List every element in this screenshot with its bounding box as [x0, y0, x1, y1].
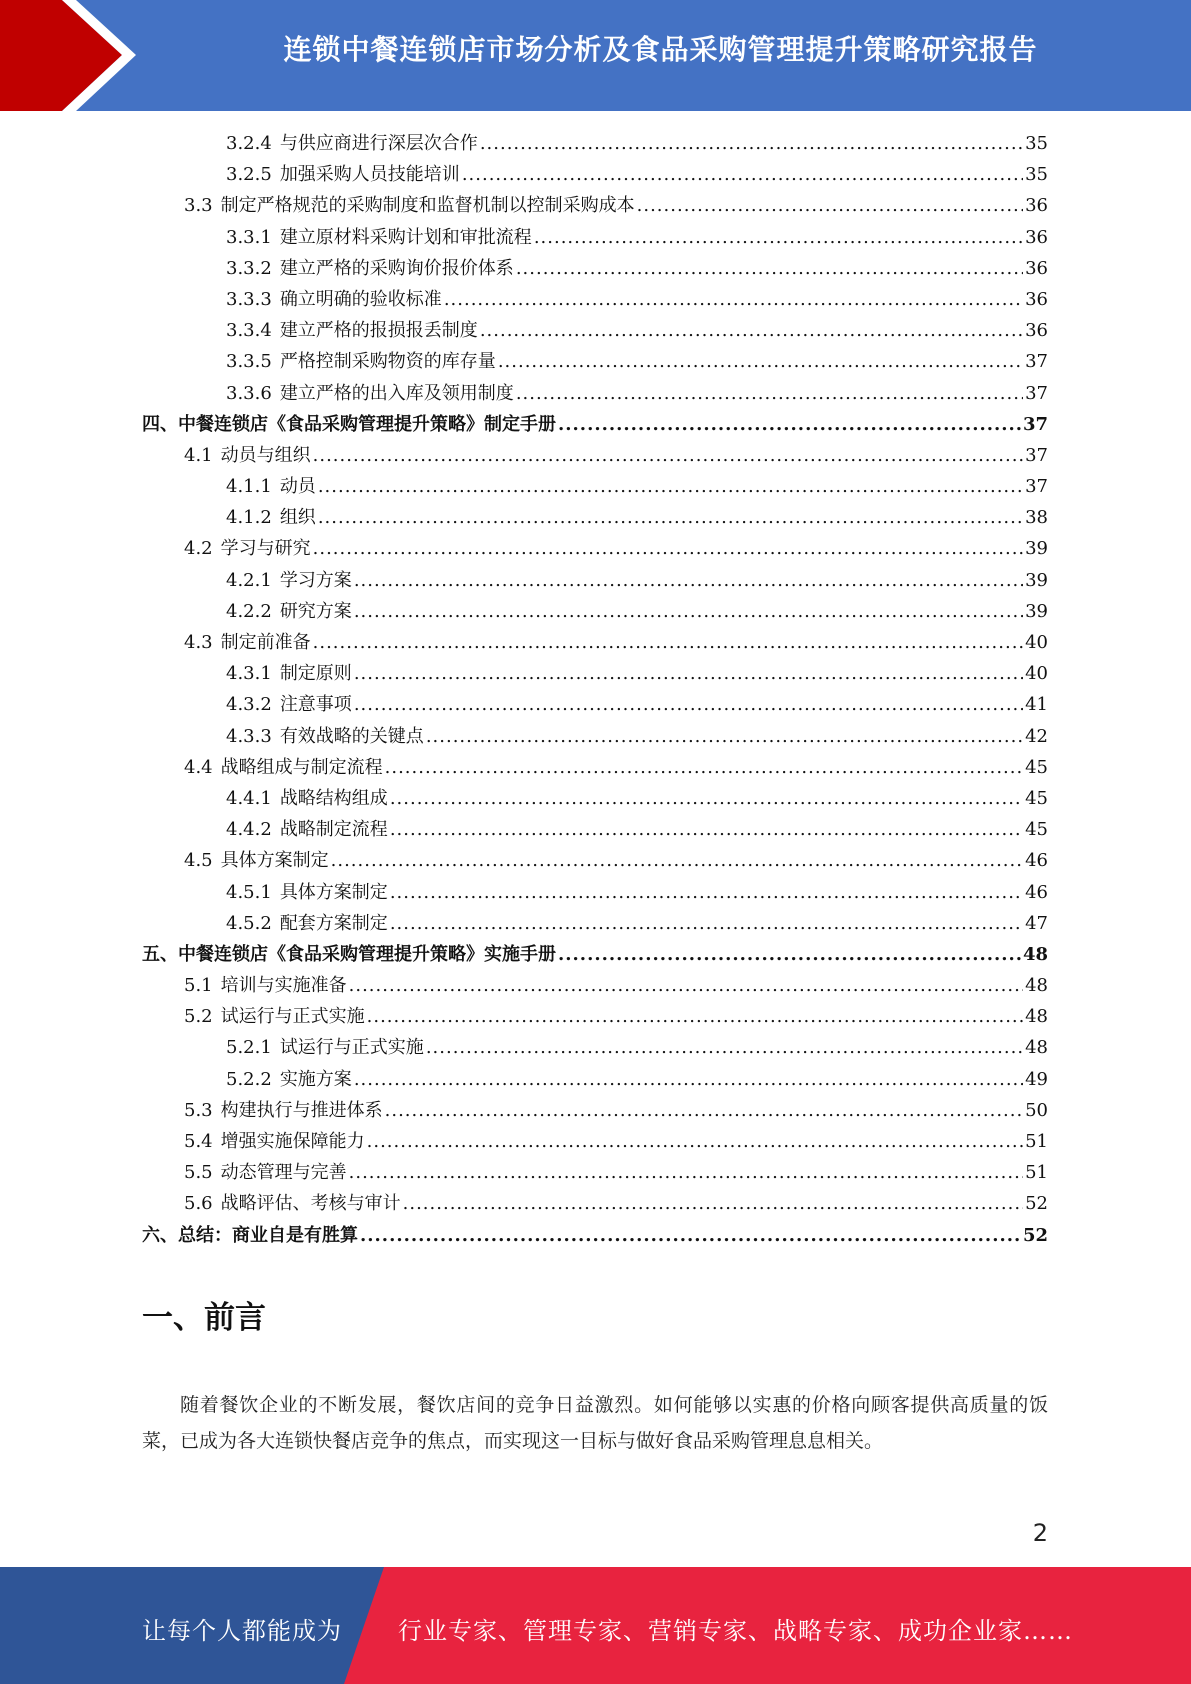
- toc-entry[interactable]: [142, 409, 1048, 440]
- toc-entry[interactable]: [142, 689, 1048, 720]
- toc-entry-label: 动态管理与完善: [220, 1162, 347, 1184]
- toc-entry-page: 36: [1025, 226, 1048, 248]
- toc-entry-number: 3.3: [184, 195, 213, 217]
- toc-entry-page: 50: [1025, 1099, 1048, 1121]
- toc-dot-leader: [390, 908, 1023, 939]
- toc-entry-page: 36: [1025, 195, 1048, 217]
- toc-entry[interactable]: [142, 128, 1048, 159]
- toc-entry-label: 建立严格的报损报丢制度: [279, 320, 478, 342]
- toc-entry-label: 试运行与正式实施: [220, 1006, 365, 1028]
- toc-dot-leader: [360, 1220, 1021, 1251]
- toc-entry[interactable]: [142, 1157, 1048, 1188]
- toc-entry-number: 4.3.3: [226, 725, 272, 747]
- footer-slogan: 让每个人都能成为: [142, 1617, 342, 1645]
- section-heading: 一、前言: [142, 1300, 266, 1336]
- toc-entry-label: 培训与实施准备: [220, 975, 347, 997]
- toc-dot-leader: [354, 565, 1023, 596]
- toc-dot-leader: [558, 409, 1021, 440]
- toc-dot-leader: [349, 1157, 1023, 1188]
- toc-entry[interactable]: [142, 222, 1048, 253]
- toc-entry-label: 注意事项: [279, 694, 352, 716]
- toc-entry-label: 四、中餐连锁店《食品采购管理提升策略》制定手册: [142, 413, 556, 435]
- toc-entry[interactable]: [142, 783, 1048, 814]
- toc-dot-leader: [444, 284, 1023, 315]
- toc-dot-leader: [516, 378, 1023, 409]
- toc-entry-page: 35: [1025, 133, 1048, 154]
- toc-entry[interactable]: [142, 1064, 1048, 1095]
- toc-entry-number: 5.5: [184, 1162, 213, 1184]
- toc-dot-leader: [426, 721, 1023, 752]
- toc-dot-leader: [637, 190, 1023, 221]
- toc-dot-leader: [354, 596, 1023, 627]
- toc-entry[interactable]: [142, 970, 1048, 1001]
- toc-entry-label: 建立原材料采购计划和审批流程: [279, 226, 532, 248]
- toc-entry-label: 五、中餐连锁店《食品采购管理提升策略》实施手册: [142, 943, 556, 965]
- toc-entry-page: 37: [1025, 476, 1048, 498]
- toc-entry-page: 52: [1025, 1193, 1048, 1215]
- toc-entry-page: 37: [1022, 413, 1048, 435]
- toc-entry-page: 45: [1025, 756, 1048, 778]
- toc-entry[interactable]: [142, 471, 1048, 502]
- toc-entry-number: 5.4: [184, 1131, 213, 1152]
- toc-entry-number: 5.2.1: [226, 1037, 272, 1059]
- toc-entry-number: 4.4.2: [226, 819, 272, 841]
- toc-entry-number: 4.5: [184, 850, 213, 872]
- toc-entry-label: 实施方案: [279, 1068, 352, 1090]
- toc-dot-leader: [313, 627, 1023, 658]
- toc-dot-leader: [385, 1095, 1023, 1126]
- chevron-decoration: [0, 0, 160, 111]
- table-of-contents: [142, 128, 1048, 1251]
- body-paragraph: 随着餐饮企业的不断发展，餐饮店间的竞争日益激烈。如何能够以实惠的价格向顾客提供高质量的饭菜，已成为各大连锁快餐店竞争的焦点，而实现这一目标与做好食品采购管理息息相关。: [142, 1394, 1048, 1452]
- report-title: 连锁中餐连锁店市场分析及食品采购管理提升策略研究报告: [283, 33, 1038, 66]
- toc-entry-label: 建立严格的采购询价报价体系: [279, 257, 514, 279]
- footer-roles: 行业专家、管理专家、营销专家、战略专家、成功企业家……: [398, 1617, 1073, 1645]
- toc-entry-label: 具体方案制定: [279, 881, 388, 903]
- toc-entry-number: 4.3.1: [226, 663, 272, 685]
- toc-entry-page: 36: [1025, 320, 1048, 342]
- toc-entry[interactable]: [142, 1095, 1048, 1126]
- toc-entry[interactable]: [142, 596, 1048, 627]
- toc-dot-leader: [318, 502, 1023, 533]
- toc-entry-page: 48: [1022, 943, 1048, 965]
- toc-entry-page: 36: [1025, 288, 1048, 310]
- toc-entry-number: 3.3.3: [226, 288, 272, 310]
- toc-entry-label: 配套方案制定: [279, 912, 388, 934]
- toc-entry-number: 3.3.1: [226, 226, 272, 248]
- toc-entry[interactable]: [142, 284, 1048, 315]
- toc-entry[interactable]: [142, 533, 1048, 564]
- toc-entry-page: 39: [1025, 569, 1048, 591]
- toc-entry-number: 5.2: [184, 1006, 213, 1028]
- toc-entry[interactable]: [142, 565, 1048, 596]
- toc-dot-leader: [331, 845, 1023, 876]
- toc-entry-number: 4.3.2: [226, 694, 272, 716]
- toc-dot-leader: [354, 689, 1023, 720]
- toc-entry[interactable]: [142, 1001, 1048, 1032]
- toc-entry-page: 45: [1025, 819, 1048, 841]
- toc-entry-label: 具体方案制定: [220, 850, 329, 872]
- toc-entry-label: 战略制定流程: [279, 819, 388, 841]
- toc-entry[interactable]: [142, 627, 1048, 658]
- toc-dot-leader: [349, 970, 1023, 1001]
- toc-entry[interactable]: [142, 253, 1048, 284]
- toc-dot-leader: [426, 1032, 1023, 1063]
- toc-entry[interactable]: [142, 1220, 1048, 1251]
- toc-entry-number: 4.5.2: [226, 912, 272, 934]
- toc-entry-label: 构建执行与推进体系: [220, 1099, 383, 1121]
- toc-entry[interactable]: [142, 159, 1048, 190]
- toc-entry-page: 41: [1025, 694, 1048, 716]
- toc-dot-leader: [367, 1126, 1023, 1157]
- toc-entry-label: 增强实施保障能力: [220, 1131, 365, 1152]
- toc-dot-leader: [403, 1188, 1023, 1219]
- toc-entry-number: 3.3.2: [226, 257, 272, 279]
- toc-entry-label: 研究方案: [279, 600, 352, 622]
- toc-entry-page: 38: [1025, 507, 1048, 529]
- toc-entry-page: 42: [1025, 725, 1048, 747]
- page-header: [0, 0, 1191, 111]
- toc-entry-label: 与供应商进行深层次合作: [279, 133, 478, 154]
- toc-entry[interactable]: [142, 1126, 1048, 1157]
- toc-dot-leader: [390, 783, 1023, 814]
- toc-entry-number: 5.1: [184, 975, 213, 997]
- toc-entry[interactable]: [142, 752, 1048, 783]
- toc-entry-page: 51: [1025, 1131, 1048, 1152]
- toc-entry[interactable]: [142, 908, 1048, 939]
- toc-entry-label: 学习方案: [279, 569, 352, 591]
- toc-dot-leader: [385, 752, 1023, 783]
- toc-entry-page: 46: [1025, 881, 1048, 903]
- toc-entry[interactable]: [142, 315, 1048, 346]
- toc-entry-label: 战略评估、考核与审计: [220, 1193, 401, 1215]
- toc-dot-leader: [313, 440, 1023, 471]
- toc-entry-number: 5.3: [184, 1099, 213, 1121]
- toc-entry-label: 六、总结：商业自是有胜算: [142, 1224, 358, 1246]
- toc-entry-page: 36: [1025, 257, 1048, 279]
- toc-entry-number: 3.3.6: [226, 382, 272, 404]
- toc-entry-page: 46: [1025, 850, 1048, 872]
- toc-entry-number: 4.4.1: [226, 787, 272, 809]
- toc-entry-page: 35: [1025, 164, 1048, 186]
- toc-entry[interactable]: [142, 190, 1048, 221]
- toc-entry-number: 4.2.1: [226, 569, 272, 591]
- toc-entry-page: 37: [1025, 382, 1048, 404]
- toc-entry-number: 4.1.2: [226, 507, 272, 529]
- toc-entry-page: 49: [1025, 1068, 1048, 1090]
- toc-entry-page: 48: [1025, 1037, 1048, 1059]
- toc-entry-page: 40: [1025, 663, 1048, 685]
- toc-dot-leader: [367, 1001, 1023, 1032]
- toc-entry-page: 39: [1025, 538, 1048, 560]
- toc-entry-number: 4.4: [184, 756, 213, 778]
- toc-entry-label: 有效战略的关键点: [279, 725, 424, 747]
- toc-dot-leader: [318, 471, 1023, 502]
- toc-entry-page: 39: [1025, 600, 1048, 622]
- toc-entry-page: 45: [1025, 787, 1048, 809]
- toc-entry[interactable]: [142, 440, 1048, 471]
- toc-entry-page: 48: [1025, 1006, 1048, 1028]
- toc-entry-page: 47: [1025, 912, 1048, 934]
- toc-entry[interactable]: [142, 658, 1048, 689]
- toc-entry-number: 4.1.1: [226, 476, 272, 498]
- toc-entry-page: 37: [1025, 351, 1048, 373]
- toc-entry-page: 48: [1025, 975, 1048, 997]
- toc-entry-label: 动员: [279, 476, 316, 498]
- toc-entry-label: 动员与组织: [220, 444, 311, 466]
- toc-entry[interactable]: [142, 346, 1048, 377]
- toc-entry-label: 学习与研究: [220, 538, 311, 560]
- toc-entry-number: 3.2.5: [226, 164, 272, 186]
- toc-entry-label: 加强采购人员技能培训: [279, 164, 460, 186]
- toc-dot-leader: [498, 346, 1023, 377]
- toc-entry-number: 5.6: [184, 1193, 213, 1215]
- toc-entry-label: 制定严格规范的采购制度和监督机制以控制采购成本: [220, 195, 635, 217]
- toc-entry-number: 5.2.2: [226, 1068, 272, 1090]
- toc-dot-leader: [558, 939, 1021, 970]
- toc-dot-leader: [516, 253, 1023, 284]
- toc-entry-label: 组织: [279, 507, 316, 529]
- toc-entry-number: 3.3.5: [226, 351, 272, 373]
- toc-dot-leader: [462, 159, 1023, 190]
- toc-dot-leader: [390, 877, 1023, 908]
- toc-dot-leader: [480, 128, 1023, 159]
- toc-entry-page: 51: [1025, 1162, 1048, 1184]
- toc-entry-page: 40: [1025, 632, 1048, 653]
- toc-entry-number: 3.2.4: [226, 133, 272, 154]
- toc-dot-leader: [354, 658, 1023, 689]
- toc-dot-leader: [354, 1064, 1023, 1095]
- toc-entry-page: 52: [1022, 1224, 1048, 1246]
- toc-entry[interactable]: [142, 1032, 1048, 1063]
- toc-entry-label: 战略结构组成: [279, 787, 388, 809]
- toc-entry-number: 3.3.4: [226, 320, 272, 342]
- toc-entry[interactable]: [142, 721, 1048, 752]
- toc-entry-number: 4.1: [184, 444, 213, 466]
- toc-entry[interactable]: [142, 845, 1048, 876]
- toc-entry-label: 确立明确的验收标准: [279, 288, 442, 310]
- page-number: 2: [1032, 1519, 1048, 1547]
- toc-entry[interactable]: [142, 939, 1048, 970]
- toc-entry-number: 4.3: [184, 632, 213, 653]
- toc-entry[interactable]: [142, 1188, 1048, 1219]
- toc-dot-leader: [534, 222, 1023, 253]
- toc-dot-leader: [390, 814, 1023, 845]
- toc-entry-number: 4.5.1: [226, 881, 272, 903]
- toc-dot-leader: [313, 533, 1023, 564]
- toc-dot-leader: [480, 315, 1023, 346]
- toc-entry-label: 制定前准备: [220, 632, 311, 653]
- toc-entry[interactable]: [142, 877, 1048, 908]
- toc-entry-label: 制定原则: [279, 663, 352, 685]
- page-footer: [0, 1567, 1191, 1684]
- toc-entry[interactable]: [142, 378, 1048, 409]
- toc-entry-number: 4.2.2: [226, 600, 272, 622]
- toc-entry[interactable]: [142, 814, 1048, 845]
- toc-entry-number: 4.2: [184, 538, 213, 560]
- toc-entry-label: 建立严格的出入库及领用制度: [279, 382, 514, 404]
- toc-entry[interactable]: [142, 502, 1048, 533]
- toc-entry-label: 试运行与正式实施: [279, 1037, 424, 1059]
- toc-entry-label: 严格控制采购物资的库存量: [279, 351, 496, 373]
- toc-entry-page: 37: [1025, 444, 1048, 466]
- toc-entry-label: 战略组成与制定流程: [220, 756, 383, 778]
